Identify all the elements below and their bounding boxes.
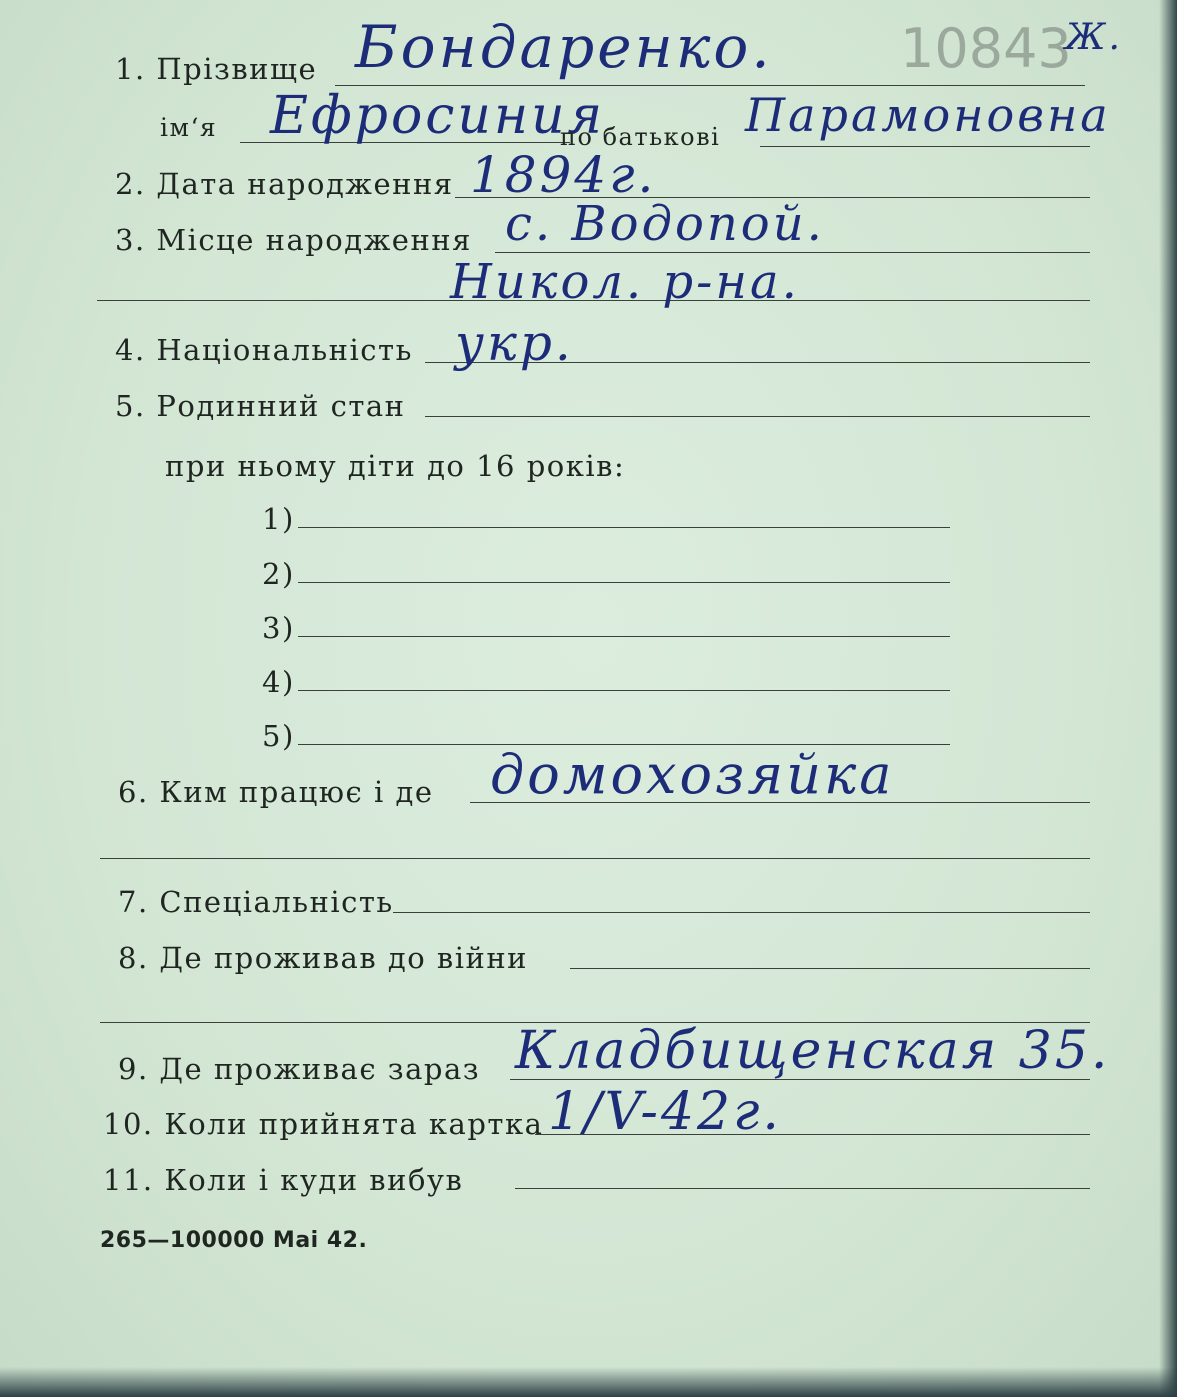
birth-place-value-2: Никол. р-на. (450, 254, 800, 310)
patronymic-label: по батькові (560, 123, 721, 151)
birth-place-value-1: с. Водопой. (505, 196, 825, 252)
marital-line (425, 416, 1090, 417)
scan-edge-bottom (0, 1367, 1177, 1397)
current-value: Кладбищенская 35. (515, 1021, 1111, 1081)
birth-date-label: 2. Дата народження (115, 167, 454, 201)
birth-date-value: 1894г. (470, 146, 657, 204)
child-4-label: 4) (262, 665, 295, 699)
left-line (515, 1188, 1090, 1189)
current-label: 9. Де проживає зараз (118, 1052, 481, 1086)
surname-value: Бондаренко. (355, 13, 773, 81)
work-value: домохозяйка (490, 743, 895, 806)
work-label: 6. Ким працює і де (118, 775, 434, 809)
child-5-label: 5) (262, 719, 295, 753)
specialty-label: 7. Спеціальність (118, 885, 394, 919)
child-4-line (298, 690, 950, 691)
card-date-value: 1/V-42г. (548, 1082, 782, 1142)
surname-mark: Ж. (1065, 17, 1123, 58)
work-line-2 (100, 858, 1090, 859)
nationality-value: укр. (455, 314, 574, 372)
surname-label: 1. Прізвище (115, 52, 318, 86)
child-3-label: 3) (262, 611, 295, 645)
prewar-label: 8. Де проживав до війни (118, 941, 528, 975)
prewar-line (570, 968, 1090, 969)
name-label: ім‘я (160, 113, 218, 142)
name-value: Ефросиния (270, 86, 606, 146)
child-2-label: 2) (262, 557, 295, 591)
specialty-line (393, 912, 1090, 913)
birth-place-line (495, 252, 1090, 253)
child-3-line (298, 636, 950, 637)
marital-label: 5. Родинний стан (115, 389, 406, 423)
surname-stamp: 10843 (900, 17, 1072, 80)
scan-edge-right (1159, 0, 1177, 1397)
left-label: 11. Коли і куди вибув (103, 1163, 464, 1197)
patronymic-line (760, 146, 1090, 147)
card-date-label: 10. Коли прийнята картка (103, 1107, 544, 1141)
birth-place-label: 3. Місце народження (115, 223, 472, 257)
children-label: при ньому діти до 16 років: (165, 449, 626, 483)
child-2-line (298, 582, 950, 583)
nationality-label: 4. Національність (115, 333, 413, 367)
patronymic-value: Парамоновна (745, 88, 1111, 142)
child-1-label: 1) (262, 502, 295, 536)
child-1-line (298, 527, 950, 528)
print-footer: 265—100000 Mai 42. (100, 1228, 368, 1253)
